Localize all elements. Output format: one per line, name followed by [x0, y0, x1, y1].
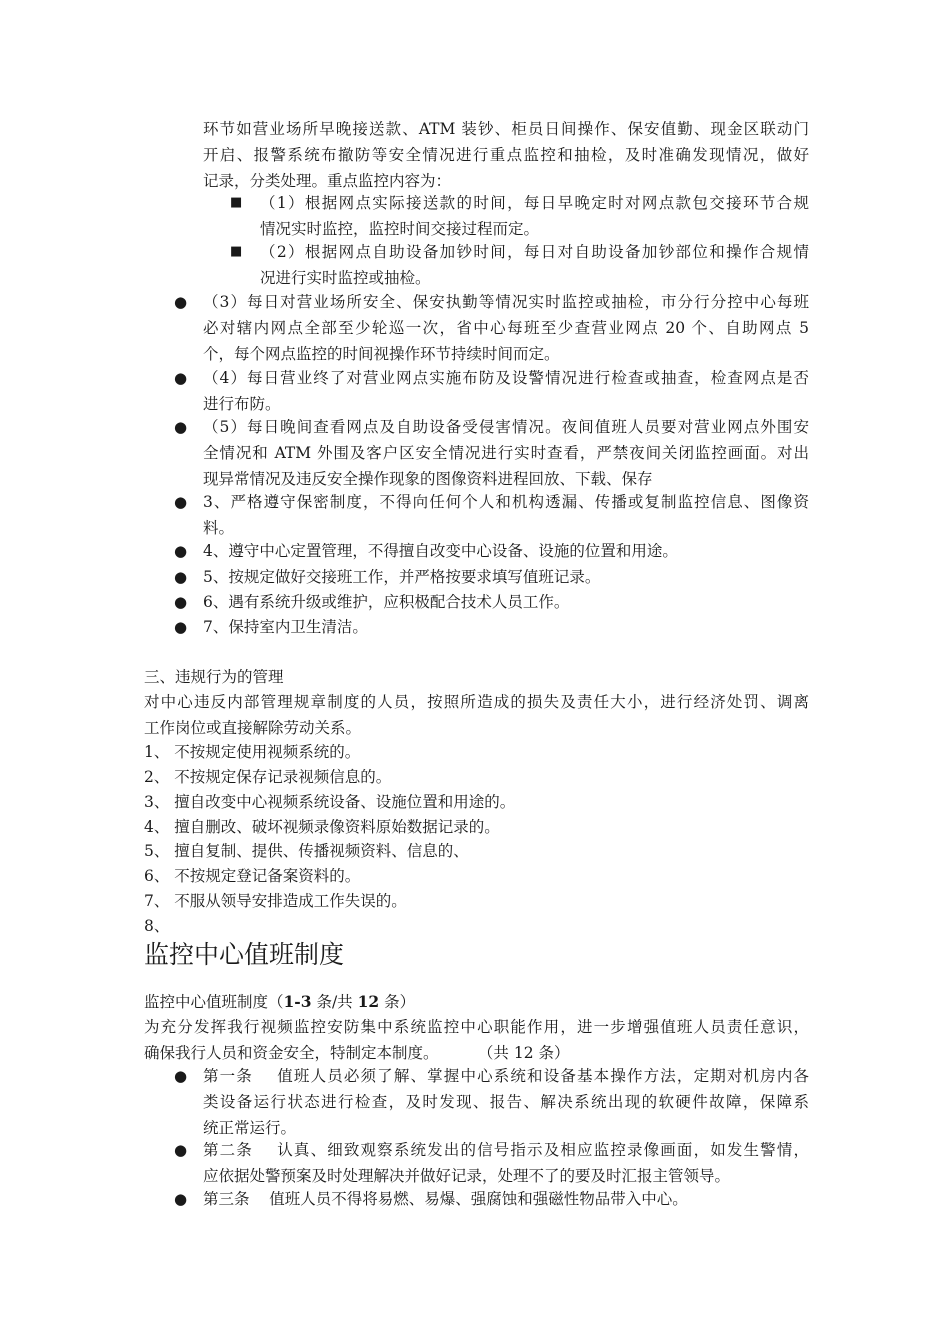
section-intro	[144, 689, 809, 741]
text-line: 3、严格遵守保密制度，不得向任何个人和机构透漏、传播或复制监控信息、图像资	[203, 493, 809, 511]
text-line: 统正常运行。	[203, 1119, 297, 1137]
text-line: 必对辖内网点全部至少轮巡一次，省中心每班至少查营业网点 20 个、自助网点 5	[203, 319, 809, 337]
text-line: 确保我行人员和资金安全，特制定本制度。 （共 12 条）	[144, 1044, 570, 1062]
round-bullet-icon: ●	[174, 493, 188, 511]
numbered-item: 1、 不按规定使用视频系统的。	[144, 743, 361, 761]
round-bullet-icon: ●	[174, 418, 188, 436]
round-bullet-icon: ●	[174, 293, 188, 311]
text-line: （5）每日晚间查看网点及自助设备受侵害情况。夜间值班人员要对营业网点外围安	[203, 418, 809, 436]
subtitle-suffix: 条）	[379, 993, 416, 1011]
bullet-list-item	[174, 589, 809, 615]
text-line: 开启、报警系统布撤防等安全情况进行重点监控和抽检，及时准确发现情况，做好	[203, 146, 809, 164]
text-line: （4）每日营业终了对营业网点实施布防及设警情况进行检查或抽查，检查网点是否	[203, 369, 809, 387]
round-bullet-icon: ●	[174, 1141, 188, 1159]
square-bullet-icon: ■	[230, 244, 243, 259]
round-bullet-icon: ●	[174, 568, 188, 586]
subtitle-total: 12	[357, 992, 380, 1011]
text-line: 6、遇有系统升级或维护，应积极配合技术人员工作。	[203, 593, 570, 611]
subtitle-mid: 条/共	[311, 993, 358, 1011]
numbered-item: 5、 擅自复制、提供、传播视频资料、信息的、	[144, 842, 469, 860]
text-line: （1）根据网点实际接送款的时间，每日早晚定时对网点款包交接环节合规	[260, 194, 809, 212]
text-line: 为充分发挥我行视频监控安防集中系统监控中心职能作用，进一步增强值班人员责任意识，	[144, 1018, 809, 1036]
text-line: 应依据处警预案及时处理解决并做好记录，处理不了的要及时汇报主管领导。	[203, 1167, 731, 1185]
bullet-list-item	[174, 614, 809, 640]
bullet-list-item	[174, 289, 809, 367]
purpose-paragraph	[144, 1014, 809, 1066]
bullet-list-item	[174, 414, 809, 492]
text-line: 7、保持室内卫生清洁。	[203, 618, 368, 636]
round-bullet-icon: ●	[174, 1190, 188, 1208]
text-line: 进行布防。	[203, 395, 281, 413]
text-line: 个，每个网点监控的时间视操作环节持续时间而定。	[203, 345, 560, 363]
text-line: 情况实时监控，监控时间交接过程而定。	[260, 220, 540, 238]
article-item	[174, 1137, 809, 1189]
text-line: 第一条 值班人员必须了解、掌握中心系统和设备基本操作方法，定期对机房内各	[203, 1067, 809, 1085]
numbered-item: 4、 擅自删改、破坏视频录像资料原始数据记录的。	[144, 818, 500, 836]
numbered-item: 6、 不按规定登记备案资料的。	[144, 867, 361, 885]
text-line: 对中心违反内部管理规章制度的人员，按照所造成的损失及责任大小，进行经济处罚、调离	[144, 693, 809, 711]
round-bullet-icon: ●	[174, 618, 188, 636]
subtitle-range: 1-3	[283, 992, 312, 1011]
numbered-item: 7、 不服从领导安排造成工作失误的。	[144, 892, 407, 910]
round-bullet-icon: ●	[174, 542, 188, 560]
article-item	[174, 1063, 809, 1141]
numbered-item: 3、 擅自改变中心视频系统设备、设施位置和用途的。	[144, 793, 516, 811]
text-line: 现异常情况及违反安全操作现象的图像资料进程回放、下载、保存	[203, 470, 653, 488]
text-line: 全情况和 ATM 外围及客户区安全情况进行实时查看，严禁夜间关闭监控画面。对出	[203, 444, 809, 462]
square-list-item	[230, 239, 809, 291]
bullet-list-item	[174, 365, 809, 417]
text-line: 料。	[203, 519, 235, 537]
bullet-list-item	[174, 538, 809, 564]
text-line: 第二条 认真、细致观察系统发出的信号指示及相应监控录像画面，如发生警情，	[203, 1141, 809, 1159]
text-line: 4、遵守中心定置管理，不得擅自改变中心设备、设施的位置和用途。	[203, 542, 678, 560]
bullet-list-item	[174, 564, 809, 590]
numbered-item: 8、	[144, 917, 170, 935]
text-line: （2）根据网点自助设备加钞时间，每日对自助设备加钞部位和操作合规情	[260, 243, 809, 261]
subtitle-prefix: 监控中心值班制度（	[144, 993, 284, 1011]
text-line: 记录，分类处理。重点监控内容为：	[203, 172, 452, 190]
text-line: 5、按规定做好交接班工作，并严格按要求填写值班记录。	[203, 568, 601, 586]
round-bullet-icon: ●	[174, 1067, 188, 1085]
square-bullet-icon: ■	[230, 195, 243, 210]
subtitle	[144, 989, 415, 1015]
article-item	[174, 1186, 809, 1212]
text-line: 工作岗位或直接解除劳动关系。	[144, 719, 362, 737]
numbered-item: 2、 不按规定保存记录视频信息的。	[144, 768, 392, 786]
text-line: （3）每日对营业场所安全、保安执勤等情况实时监控或抽检，市分行分控中心每班	[203, 293, 809, 311]
text-line: 环节如营业场所早晚接送款、ATM 装钞、柜员日间操作、保安值勤、现金区联动门	[203, 120, 809, 138]
round-bullet-icon: ●	[174, 369, 188, 387]
round-bullet-icon: ●	[174, 593, 188, 611]
intro-paragraph	[203, 116, 809, 194]
text-line: 况进行实时监控或抽检。	[260, 269, 431, 287]
text-line: 第三条 值班人员不得将易燃、易爆、强腐蚀和强磁性物品带入中心。	[203, 1190, 688, 1208]
text-line: 类设备运行状态进行检查，及时发现、报告、解决系统出现的软硬件故障，保障系	[203, 1093, 809, 1111]
square-list-item	[230, 190, 809, 242]
section-title: 三、违规行为的管理	[144, 668, 284, 686]
bullet-list-item	[174, 489, 809, 541]
page-heading: 监控中心值班制度	[144, 940, 345, 969]
